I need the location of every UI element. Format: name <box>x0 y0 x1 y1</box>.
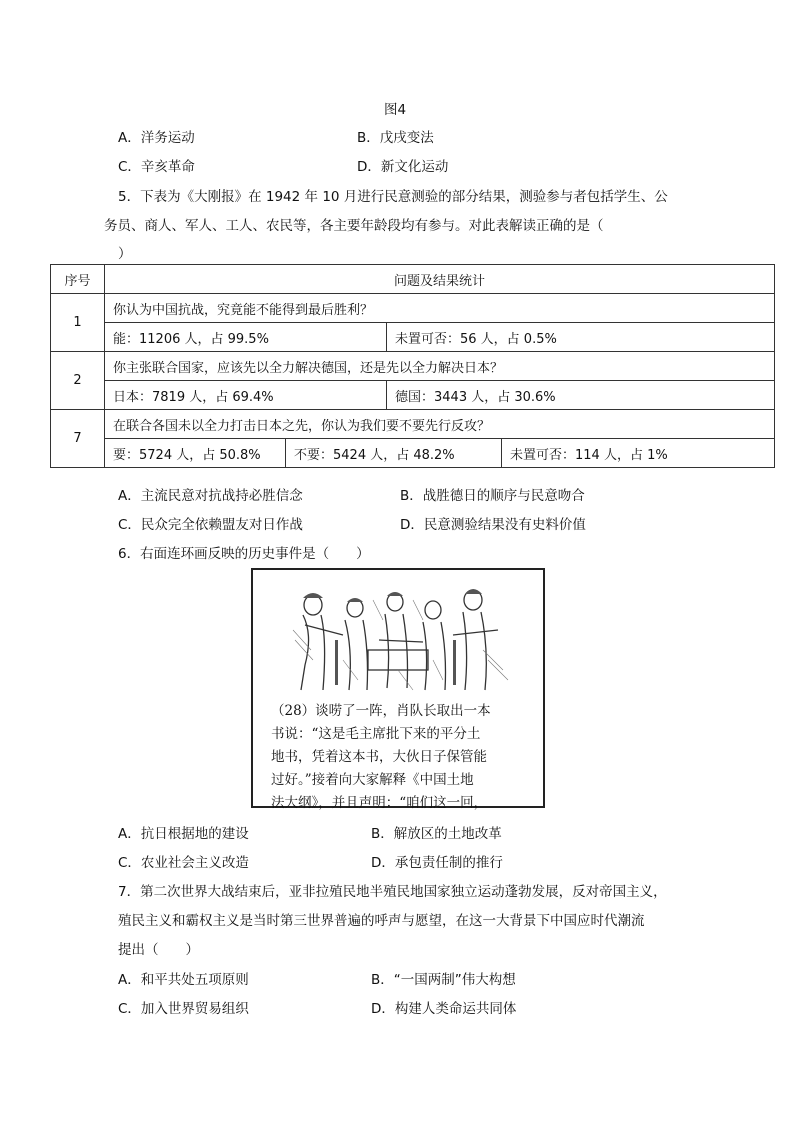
q6-stem: 6．右面连环画反映的历史事件是（ ） <box>118 546 370 562</box>
q5-option-d: D．民意测验结果没有史料价值 <box>400 517 586 533</box>
q7-option-c: C．加入世界贸易组织 <box>118 1001 249 1017</box>
q5-stem-line2: 务员、商人、军人、工人、农民等，各主要年龄段均有参与。对此表解读正确的是（ <box>104 218 604 234</box>
table-header-seq: 序号 <box>51 265 105 294</box>
row-result: 要：5724 人，占 50.8% <box>105 439 286 468</box>
row-result: 德国：3443 人，占 30.6% <box>387 381 775 410</box>
q7-option-d: D．构建人类命运共同体 <box>371 1001 517 1017</box>
comic-caption-line: 法大纲》，并且声明：“咱们这一回， <box>271 795 488 811</box>
comic-caption-line: 过好。”接着向大家解释《中国土地 <box>271 772 474 788</box>
comic-caption-line: 地书，凭着这本书，大伙日子保管能 <box>271 749 487 765</box>
row-result: 能：11206 人，占 99.5% <box>105 323 387 352</box>
row-seq: 7 <box>51 410 105 468</box>
row-result: 未置可否：56 人，占 0.5% <box>387 323 775 352</box>
q7-stem-line1: 7．第二次世界大战结束后，亚非拉殖民地半殖民地国家独立运动蓬勃发展，反对帝国主义， <box>118 884 667 900</box>
comic-caption <box>271 700 529 815</box>
q4-option-d: D．新文化运动 <box>357 159 449 175</box>
q5-stem-line1: 5．下表为《大刚报》在 1942 年 10 月进行民意测验的部分结果，测验参与者包括学生、公 <box>118 189 668 205</box>
comic-caption-line: （28）谈唠了一阵，肖队长取出一本 <box>271 703 491 719</box>
row-seq: 1 <box>51 294 105 352</box>
table-header-row <box>51 265 775 294</box>
comic-illustration <box>283 580 513 695</box>
q7-option-b: B．“一国两制”伟大构想 <box>371 972 516 988</box>
row-seq: 2 <box>51 352 105 410</box>
row-question: 你认为中国抗战，究竟能不能得到最后胜利？ <box>105 294 775 323</box>
table-row <box>51 352 775 381</box>
q7-stem-line3: 提出（ ） <box>118 942 199 958</box>
poll-results-table <box>50 264 775 468</box>
q6-option-c: C．农业社会主义改造 <box>118 855 249 871</box>
table-row <box>51 381 775 410</box>
q4-option-a: A．洋务运动 <box>118 130 195 146</box>
q7-stem-line2: 殖民主义和霸权主义是当时第三世界普遍的呼声与愿望，在这一大背景下中国应时代潮流 <box>118 913 645 929</box>
q4-option-c: C．辛亥革命 <box>118 159 195 175</box>
row-result: 未置可否：114 人，占 1% <box>502 439 775 468</box>
comic-panel <box>251 568 545 811</box>
q5-option-c: C．民众完全依赖盟友对日作战 <box>118 517 303 533</box>
q6-option-b: B．解放区的土地改革 <box>371 826 502 842</box>
q4-option-b: B．戊戌变法 <box>357 130 434 146</box>
table-row <box>51 410 775 439</box>
q7-option-a: A．和平共处五项原则 <box>118 972 249 988</box>
row-question: 你主张联合国家，应该先以全力解决德国，还是先以全力解决日本？ <box>105 352 775 381</box>
q5-option-a: A．主流民意对抗战持必胜信念 <box>118 488 303 504</box>
comic-caption-line: 书说：“这是毛主席批下来的平分土 <box>271 726 481 742</box>
row-question: 在联合各国未以全力打击日本之先，你认为我们要不要先行反攻？ <box>105 410 775 439</box>
table-row <box>51 439 775 468</box>
q6-option-a: A．抗日根据地的建设 <box>118 826 249 842</box>
table-row <box>51 323 775 352</box>
row-result: 日本：7819 人，占 69.4% <box>105 381 387 410</box>
table-row <box>51 294 775 323</box>
table-header-content: 问题及结果统计 <box>105 265 775 294</box>
figure-caption: 图4 <box>384 102 407 118</box>
row-result: 不要：5424 人，占 48.2% <box>286 439 502 468</box>
q5-stem-line3: ） <box>118 246 132 262</box>
q5-option-b: B．战胜德日的顺序与民意吻合 <box>400 488 585 504</box>
q6-option-d: D．承包责任制的推行 <box>371 855 503 871</box>
